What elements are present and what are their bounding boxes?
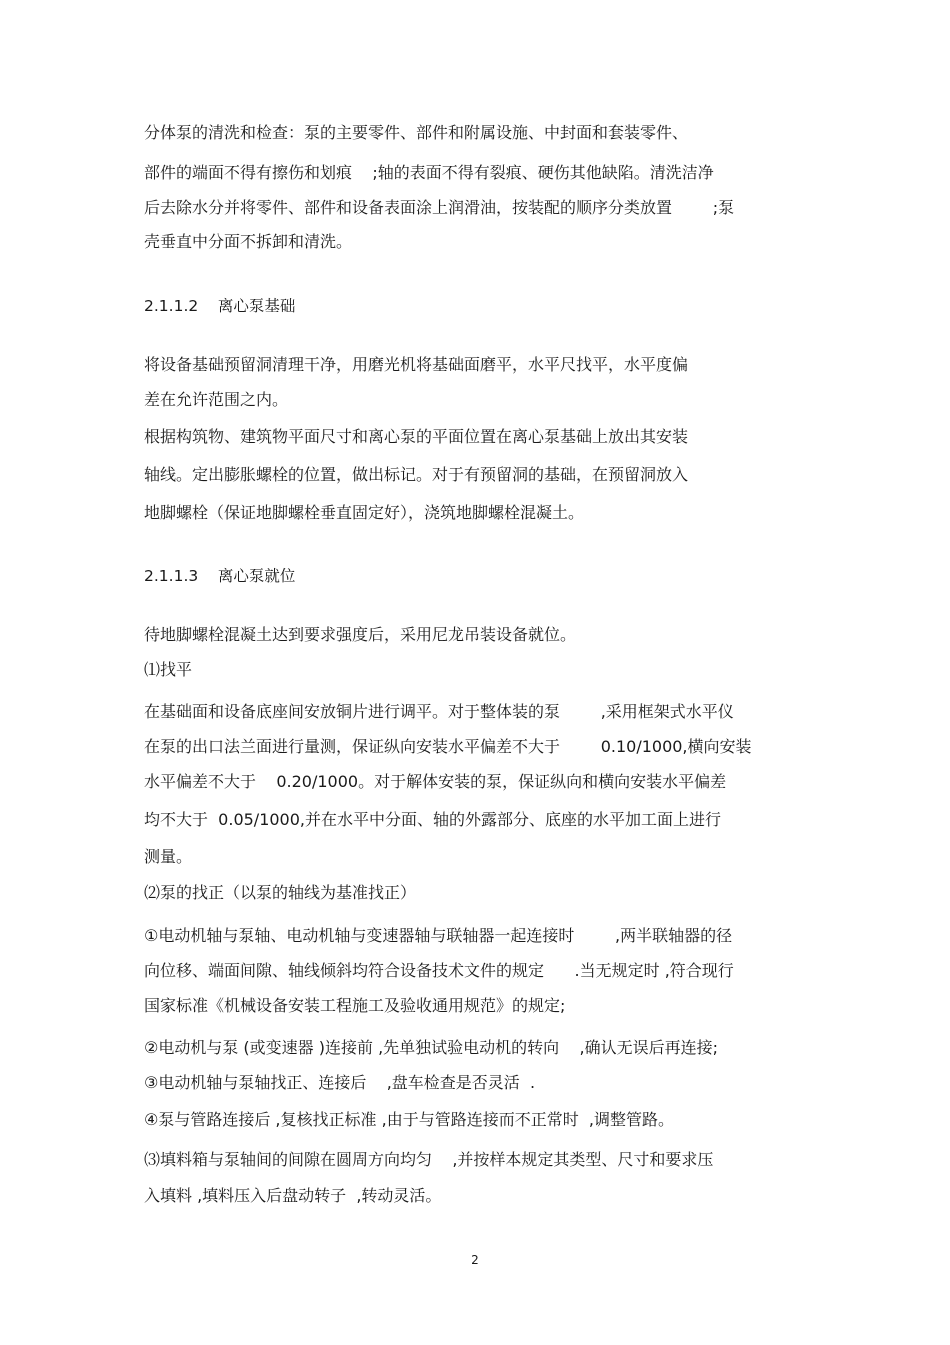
paragraph-3-line-12: ②电动机与泵 (或变速器 )连接前 ,先单独试验电动机的转向 ,确认无误后再连接; <box>144 1038 718 1057</box>
section-heading-2113: 2.1.1.3 离心泵就位 <box>144 567 296 585</box>
paragraph-3-line-10: 向位移、端面间隙、轴线倾斜均符合设备技术文件的规定 .当无规定时 ,符合现行 <box>144 961 734 980</box>
paragraph-2-line-3: 根据构筑物、建筑物平面尺寸和离心泵的平面位置在离心泵基础上放出其安装 <box>144 427 689 446</box>
paragraph-3-line-5: 水平偏差不大于 0.20/1000。对于解体安装的泵，保证纵向和横向安装水平偏差 <box>144 772 727 791</box>
paragraph-3-line-7: 测量。 <box>144 847 193 866</box>
paragraph-3-line-13: ③电动机轴与泵轴找正、连接后 ,盘车检查是否灵活 . <box>144 1073 536 1092</box>
paragraph-2-line-1: 将设备基础预留洞清理干净，用磨光机将基础面磨平，水平尺找平，水平度偏 <box>144 355 689 374</box>
paragraph-3-line-3: 在基础面和设备底座间安放铜片进行调平。对于整体装的泵 ,采用框架式水平仪 <box>144 702 734 721</box>
paragraph-3-line-2: ⑴找平 <box>144 660 193 679</box>
paragraph-3-line-15: ⑶填料箱与泵轴间的间隙在圆周方向均匀 ,并按样本规定其类型、尺寸和要求压 <box>144 1150 714 1169</box>
section-heading-2112: 2.1.1.2 离心泵基础 <box>144 297 296 315</box>
paragraph-3-line-14: ④泵与管路连接后 ,复核找正标准 ,由于与管路连接而不正常时 ,调整管路。 <box>144 1110 674 1129</box>
paragraph-2-line-5: 地脚螺栓（保证地脚螺栓垂直固定好），浇筑地脚螺栓混凝土。 <box>144 503 585 522</box>
paragraph-3-line-1: 待地脚螺栓混凝土达到要求强度后，采用尼龙吊装设备就位。 <box>144 625 577 644</box>
paragraph-1-line-1: 分体泵的清洗和检查：泵的主要零件、部件和附属设施、中封面和套装零件、 <box>144 123 689 142</box>
page-number: 2 <box>471 1253 479 1267</box>
paragraph-3-line-8: ⑵泵的找正（以泵的轴线为基准找正） <box>144 883 417 902</box>
paragraph-3-line-16: 入填料 ,填料压入后盘动转子 ,转动灵活。 <box>144 1186 442 1205</box>
paragraph-3-line-4: 在泵的出口法兰面进行量测，保证纵向安装水平偏差不大于 0.10/1000,横向安装 <box>144 737 752 756</box>
paragraph-2-line-2: 差在允许范围之内。 <box>144 390 289 409</box>
paragraph-1-line-3: 后去除水分并将零件、部件和设备表面涂上润滑油，按装配的顺序分类放置 ;泵 <box>144 198 735 217</box>
paragraph-1-line-4: 壳垂直中分面不拆卸和清洗。 <box>144 232 353 251</box>
paragraph-1-line-2: 部件的端面不得有擦伤和划痕 ;轴的表面不得有裂痕、硬伤其他缺陷。清洗洁净 <box>144 163 714 182</box>
paragraph-2-line-4: 轴线。定出膨胀螺栓的位置，做出标记。对于有预留洞的基础，在预留洞放入 <box>144 465 689 484</box>
paragraph-3-line-6: 均不大于 0.05/1000,并在水平中分面、轴的外露部分、底座的水平加工面上进行 <box>144 810 721 829</box>
paragraph-3-line-11: 国家标准《机械设备安装工程施工及验收通用规范》的规定; <box>144 996 566 1015</box>
paragraph-3-line-9: ①电动机轴与泵轴、电动机轴与变速器轴与联轴器一起连接时 ,两半联轴器的径 <box>144 926 733 945</box>
